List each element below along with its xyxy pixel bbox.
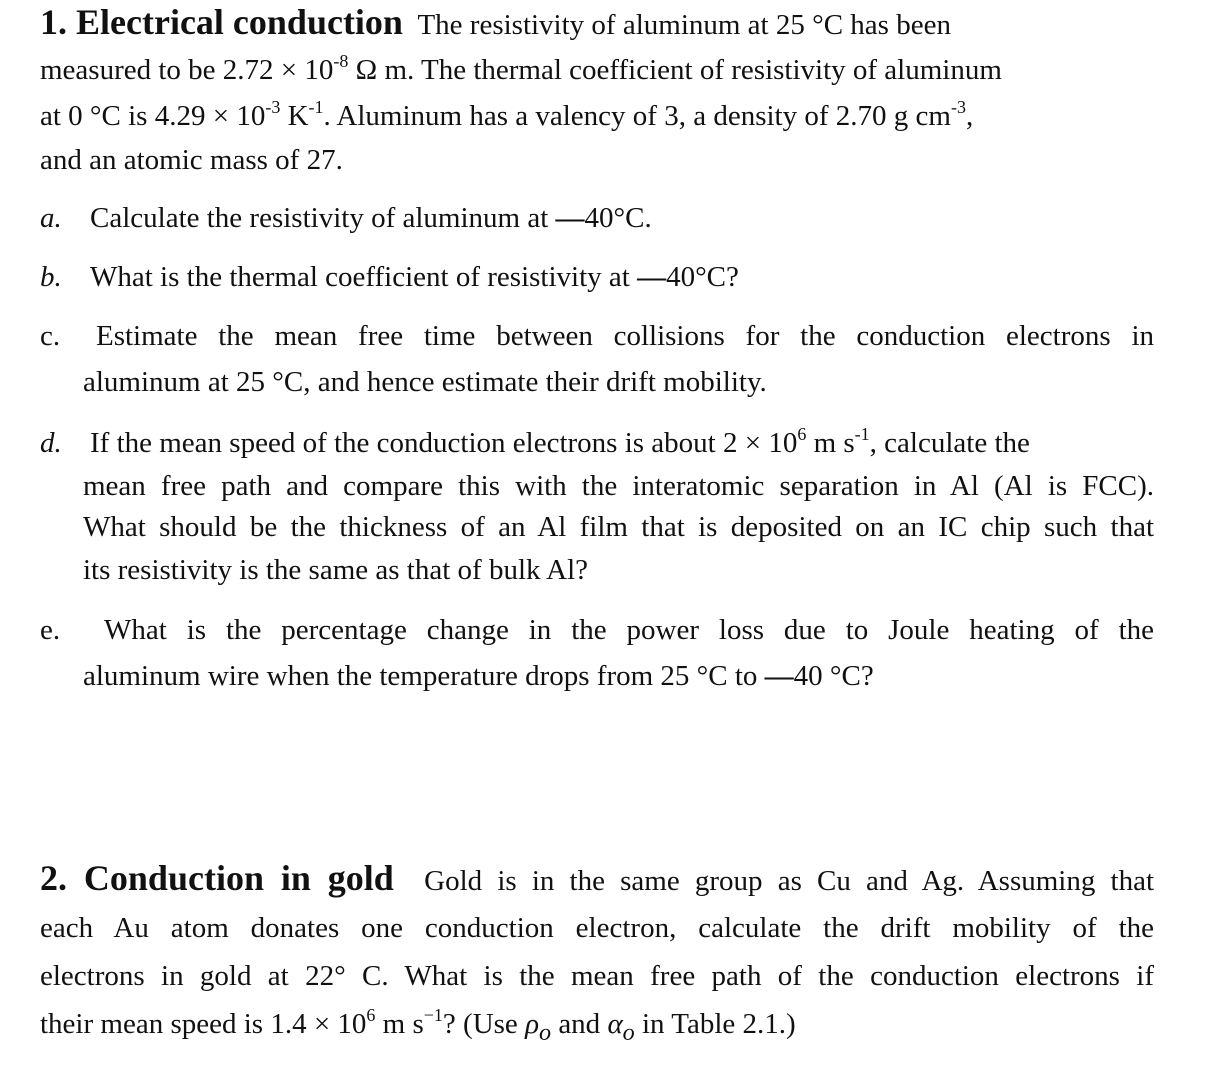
problem-2-text: m s	[375, 1008, 424, 1040]
subscript: o	[622, 1018, 635, 1046]
problem-1-text: K	[280, 100, 309, 132]
minus-sign: —	[555, 202, 585, 234]
problem-2-title: 2. Conduction in gold	[40, 858, 394, 898]
rho-symbol: ρ	[525, 1008, 539, 1040]
superscript: -3	[950, 97, 966, 117]
superscript: −1	[423, 1005, 443, 1025]
part-d-label: d.	[40, 427, 62, 459]
part-d-text: If the mean speed of the conduction electrons is about 2 × 10	[90, 427, 798, 459]
part-c-line-1: Estimate the mean free time between collisions for the conduction electrons in	[96, 320, 1154, 352]
part-d-line-4: its resistivity is the same as that of bulk Al?	[83, 554, 589, 586]
part-a-label: a.	[40, 202, 62, 234]
superscript: -1	[854, 424, 870, 444]
problem-2-text: Gold is in the same group as Cu and Ag. Assuming that	[424, 865, 1154, 897]
part-b-text	[90, 257, 739, 297]
part-a-text	[90, 198, 652, 238]
part-e-line-1: What is the percentage change in the power loss due to Joule heating of the	[104, 614, 1154, 646]
superscript: -8	[333, 51, 349, 71]
part-c-line-2: aluminum at 25 °C, and hence estimate their drift mobility.	[83, 366, 767, 398]
part-b-text-2: 40°C?	[666, 261, 739, 293]
superscript: 6	[797, 424, 807, 444]
part-b-text-1: What is the thermal coefficient of resistivity at	[90, 261, 638, 293]
superscript: -3	[265, 97, 281, 117]
problem-2-line-4	[40, 1004, 796, 1053]
part-e-text: 40 °C?	[793, 660, 874, 692]
problem-2-line-3: electrons in gold at 22° C. What is the mean free path of the conduction electrons if	[40, 960, 1154, 992]
part-e-label: e.	[40, 614, 61, 646]
problem-2-text: ? (Use	[442, 1008, 526, 1040]
problem-2-text: their mean speed is 1.4 × 10	[40, 1008, 367, 1040]
part-b-label: b.	[40, 261, 62, 293]
problem-1-text: ,	[965, 100, 974, 132]
problem-1-text: Ω m. The thermal coefficient of resistivity of aluminum	[348, 54, 1002, 86]
problem-1-line-2	[40, 50, 1002, 90]
alpha-symbol: α	[607, 1008, 623, 1040]
part-d-line-2: mean free path and compare this with the interatomic separation in Al (Al is FCC).	[83, 470, 1154, 502]
part-e-text: aluminum wire when the temperature drops from 25 °C to	[83, 660, 765, 692]
problem-2-text: in Table 2.1.)	[634, 1008, 796, 1040]
problem-1-line-3	[40, 96, 973, 136]
problem-1-text: measured to be 2.72 × 10	[40, 54, 334, 86]
part-d-text: , calculate the	[869, 427, 1030, 459]
part-a-text-2: 40°C.	[584, 202, 652, 234]
problem-1-line-4	[40, 140, 343, 180]
part-d-line-1	[90, 423, 1030, 463]
part-e-line-2	[83, 656, 874, 696]
problem-1-text: at 0 °C is 4.29 × 10	[40, 100, 266, 132]
superscript: -1	[308, 97, 324, 117]
problem-2-text: and	[551, 1008, 608, 1040]
subscript: o	[538, 1018, 552, 1046]
problem-2-line-2: each Au atom donates one conduction electron, calculate the drift mobility of the	[40, 912, 1154, 944]
minus-sign: —	[637, 261, 667, 293]
part-a-text-1: Calculate the resistivity of aluminum at	[90, 202, 556, 234]
part-d-text: m s	[806, 427, 855, 459]
superscript: 6	[366, 1005, 376, 1025]
problem-2-line-1	[40, 858, 1154, 901]
problem-1-text: . Aluminum has a valency of 3, a density of 2.70 g cm	[323, 100, 951, 132]
problem-1-text: The resistivity of aluminum at 25 °C has been	[417, 9, 951, 41]
minus-sign: —	[764, 660, 794, 692]
problem-1-title: 1. Electrical conduction	[40, 2, 403, 42]
part-d-line-3: What should be the thickness of an Al film that is deposited on an IC chip such that	[83, 511, 1154, 543]
problem-1-line-1	[40, 2, 951, 45]
part-c-label: c.	[40, 320, 61, 352]
problem-1-text: and an atomic mass of 27.	[40, 144, 343, 176]
